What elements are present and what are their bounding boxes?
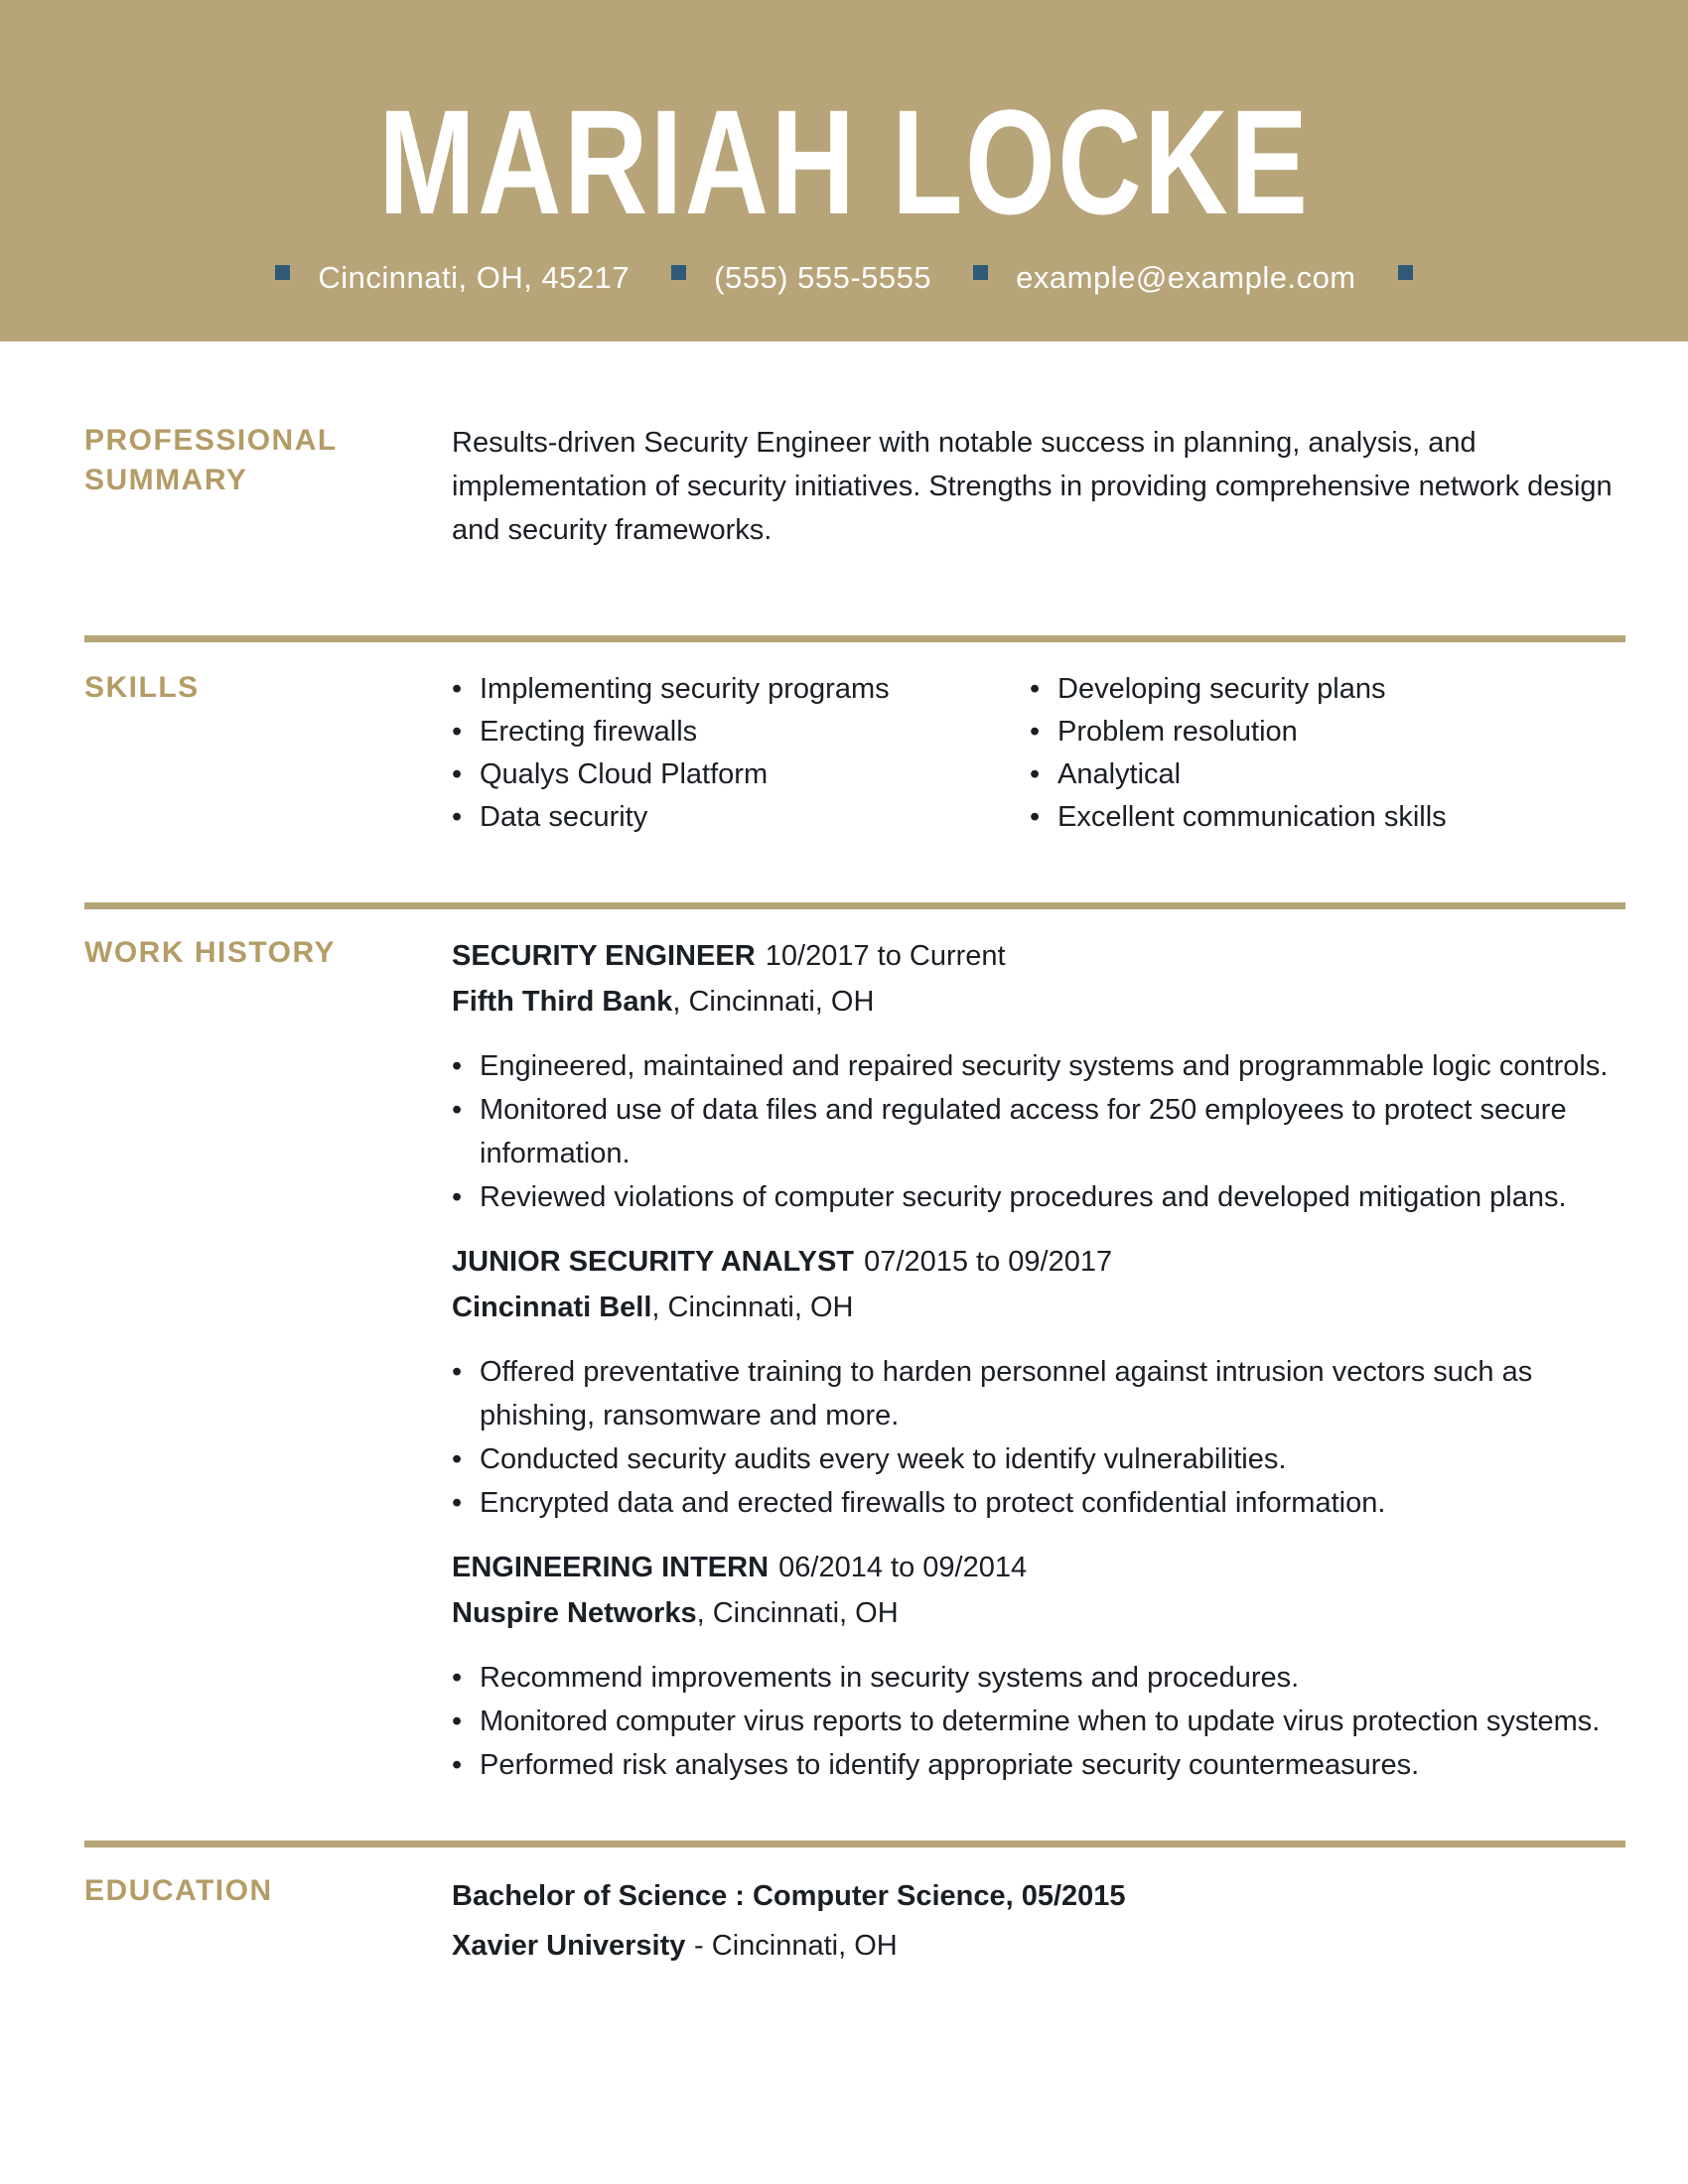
summary-section-label: PROFESSIONAL SUMMARY [84, 424, 338, 496]
square-bullet-icon [671, 265, 686, 280]
job-entry [452, 1239, 1625, 1525]
work-history-content [452, 933, 1625, 1807]
skill-item: • Erecting firewalls [452, 711, 1030, 753]
skill-item: • Analytical [1030, 753, 1625, 796]
square-bullet-icon [1398, 265, 1413, 280]
education-content [452, 1871, 1625, 1971]
job-bullet: • Offered preventative training to harden personnel against intrusion vectors such as phishing, ransomware and more. [452, 1350, 1625, 1437]
job-company-line [452, 1590, 1625, 1636]
summary-section [84, 421, 1625, 552]
job-title: JUNIOR SECURITY ANALYST [452, 1246, 854, 1278]
contact-location: Cincinnati, OH, 45217 [318, 260, 631, 295]
skills-column-1 [452, 668, 1030, 839]
skills-section-label: SKILLS [84, 671, 200, 704]
square-bullet-icon [973, 265, 988, 280]
work-history-section [84, 933, 1625, 1807]
education-school: Xavier University [452, 1930, 686, 1962]
education-location: - Cincinnati, OH [694, 1930, 898, 1962]
contact-row [0, 260, 1688, 296]
contact-email: example@example.com [1016, 260, 1356, 295]
section-divider [84, 1841, 1625, 1847]
job-bullet: • Reviewed violations of computer security procedures and developed mitigation plans. [452, 1175, 1625, 1219]
job-bullet: • Performed risk analyses to identify appropriate security countermeasures. [452, 1743, 1625, 1787]
work-history-section-label: WORK HISTORY [84, 936, 337, 969]
skill-item: • Data security [452, 796, 1030, 839]
candidate-name: MARIAH LOCKE [377, 78, 1311, 245]
skill-item: • Developing security plans [1030, 668, 1625, 711]
job-entry [452, 1545, 1625, 1787]
summary-text: Results-driven Security Engineer with notable success in planning, analysis, and implementation of security initiatives. Strengths in providing comprehensive network design and security frameworks. [452, 427, 1613, 546]
job-bullet: • Monitored computer virus reports to determine when to update virus protection systems. [452, 1700, 1625, 1743]
skill-item: • Problem resolution [1030, 711, 1625, 753]
job-title-line [452, 1545, 1625, 1590]
job-bullet-list [452, 1656, 1625, 1787]
job-location: , Cincinnati, OH [651, 1292, 854, 1323]
job-company: Nuspire Networks [452, 1597, 697, 1629]
job-title-line [452, 933, 1625, 979]
job-bullet: • Encrypted data and erected firewalls to protect confidential information. [452, 1481, 1625, 1525]
job-company: Cincinnati Bell [452, 1292, 652, 1323]
header-band [0, 0, 1688, 341]
skills-content [452, 668, 1625, 839]
skill-item: • Excellent communication skills [1030, 796, 1625, 839]
contact-phone: (555) 555-5555 [714, 260, 932, 295]
job-location: , Cincinnati, OH [696, 1597, 899, 1629]
summary-content [452, 421, 1625, 552]
job-bullet: • Recommend improvements in security systems and procedures. [452, 1656, 1625, 1700]
skill-item: • Qualys Cloud Platform [452, 753, 1030, 796]
job-company: Fifth Third Bank [452, 986, 673, 1018]
section-divider [84, 902, 1625, 909]
job-bullet-list [452, 1044, 1625, 1219]
job-bullet-list [452, 1350, 1625, 1525]
skill-item: • Implementing security programs [452, 668, 1030, 711]
square-bullet-icon [275, 265, 290, 280]
education-degree: Bachelor of Science : Computer Science, 05/2015 [452, 1880, 1126, 1912]
job-entry [452, 933, 1625, 1219]
resume-body [0, 341, 1688, 1971]
job-bullet: • Monitored use of data files and regulated access for 250 employees to protect secure information. [452, 1088, 1625, 1175]
job-location: , Cincinnati, OH [672, 986, 875, 1018]
job-dates: 06/2014 to 09/2014 [778, 1552, 1028, 1583]
job-dates: 07/2015 to 09/2017 [864, 1246, 1113, 1278]
job-dates: 10/2017 to Current [765, 940, 1006, 972]
job-company-line [452, 979, 1625, 1024]
job-bullet: • Conducted security audits every week to identify vulnerabilities. [452, 1437, 1625, 1481]
job-company-line [452, 1285, 1625, 1330]
education-section-label: EDUCATION [84, 1874, 273, 1907]
job-bullet: • Engineered, maintained and repaired security systems and programmable logic controls. [452, 1044, 1625, 1088]
job-title: SECURITY ENGINEER [452, 940, 756, 972]
skills-column-2 [1030, 668, 1625, 839]
section-divider [84, 635, 1625, 642]
job-title-line [452, 1239, 1625, 1285]
skills-section [84, 668, 1625, 839]
education-section [84, 1871, 1625, 1971]
job-title: ENGINEERING INTERN [452, 1552, 770, 1583]
education-school-line [452, 1921, 1625, 1971]
